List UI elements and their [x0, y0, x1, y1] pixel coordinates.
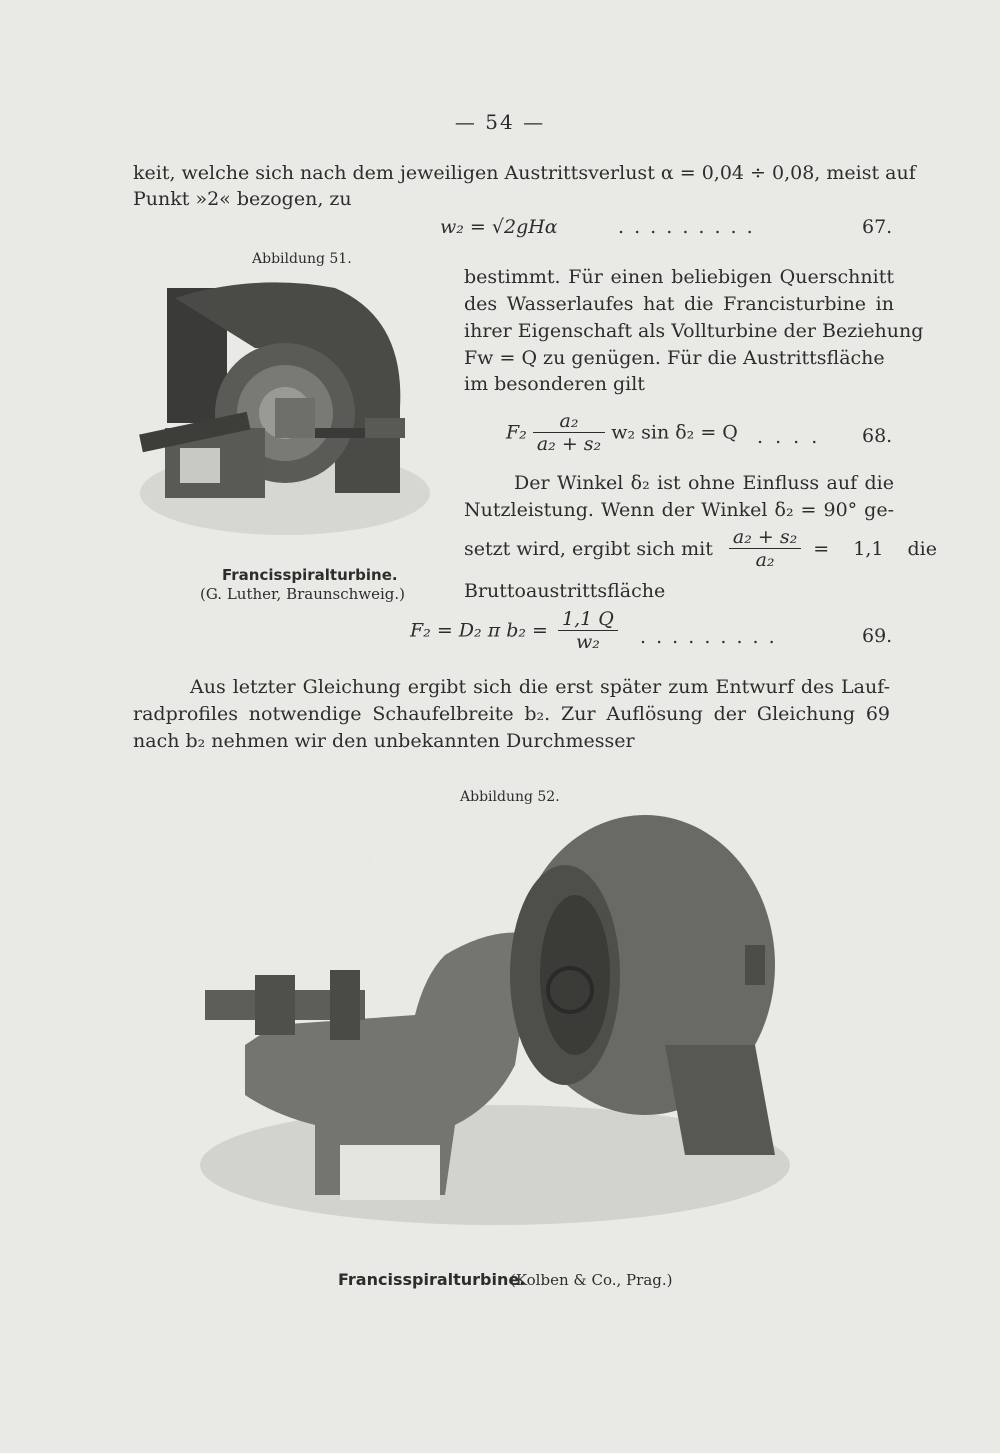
- text-right-5: im besonderen gilt: [464, 373, 645, 395]
- figure-51-label: Abbildung 51.: [252, 251, 352, 267]
- page-number: — 54 —: [454, 110, 546, 134]
- text-right-8-pre: setzt wird, ergibt sich mit: [464, 537, 713, 560]
- equation-69-denominator: w₂: [575, 631, 600, 653]
- text-right-9: Bruttoaustrittsfläche: [464, 580, 666, 602]
- text-line-1: keit, welche sich nach dem jeweiligen Austrittsverlust α = 0,04 ÷ 0,08, meist auf: [133, 162, 916, 184]
- equation-69-fraction: [558, 608, 618, 653]
- ratio-fraction: [729, 526, 801, 571]
- equation-69-dots: . . . . . . . . .: [640, 626, 777, 648]
- text-right-8: [464, 526, 937, 582]
- paragraph-line-3: nach b₂ nehmen wir den unbekannten Durchmesser: [133, 730, 635, 752]
- equation-69-number: 69.: [862, 625, 893, 647]
- equation-69: [410, 608, 618, 668]
- equation-68-rhs: w₂ sin δ₂ = Q: [611, 421, 738, 444]
- paragraph-line-1: Aus letzter Gleichung ergibt sich die erst später zum Entwurf des Lauf-: [190, 676, 890, 698]
- text-line-2: Punkt »2« bezogen, zu: [133, 188, 352, 210]
- ratio-numerator: a₂ + s₂: [729, 526, 801, 549]
- equation-67-number: 67.: [862, 216, 893, 238]
- equation-68-lhs: F₂: [506, 421, 527, 444]
- figure-51-caption: Francisspiralturbine.: [222, 566, 398, 584]
- text-right-8-post: = 1,1 die: [813, 537, 937, 560]
- figure-52-nameplate-painted: E.A.G. KOLBEN & C°: [269, 845, 471, 880]
- figure-52-caption: Francisspiralturbine.: [338, 1270, 526, 1289]
- equation-67-dots: . . . . . . . . .: [618, 216, 755, 238]
- equation-68-denominator: a₂ + s₂: [536, 433, 602, 455]
- figure-51-turbine-image: [135, 278, 430, 543]
- figure-52-label: Abbildung 52.: [460, 789, 560, 805]
- equation-68-numerator: a₂: [533, 410, 605, 433]
- text-right-2: des Wasserlaufes hat die Francisturbine in: [464, 293, 894, 315]
- equation-68-number: 68.: [862, 425, 893, 447]
- figure-51-credit: (G. Luther, Braunschweig.): [200, 585, 406, 603]
- text-right-1: bestimmt. Für einen beliebigen Querschnitt: [464, 266, 894, 288]
- equation-69-lhs: F₂ = D₂ π b₂ =: [410, 619, 548, 642]
- equation-68: [506, 410, 738, 470]
- text-right-6: Der Winkel δ₂ ist ohne Einfluss auf die: [514, 472, 894, 494]
- equation-69-numerator: 1,1 Q: [558, 608, 618, 631]
- paragraph-line-2: radprofiles notwendige Schaufelbreite b₂. Zur Auflösung der Gleichung 69: [133, 703, 890, 725]
- equation-68-dots: . . . .: [757, 426, 821, 448]
- text-right-4: Fw = Q zu genügen. Für die Austrittsfläche: [464, 347, 885, 369]
- text-right-7: Nutzleistung. Wenn der Winkel δ₂ = 90° ge-: [464, 499, 894, 521]
- equation-68-fraction: [533, 410, 605, 455]
- equation-67: w₂ = √2gHα: [440, 216, 558, 238]
- text-right-3: ihrer Eigenschaft als Vollturbine der Beziehung: [464, 320, 924, 342]
- figure-52-credit: (Kolben & Co., Prag.): [510, 1271, 673, 1289]
- ratio-denominator: a₂: [755, 549, 775, 571]
